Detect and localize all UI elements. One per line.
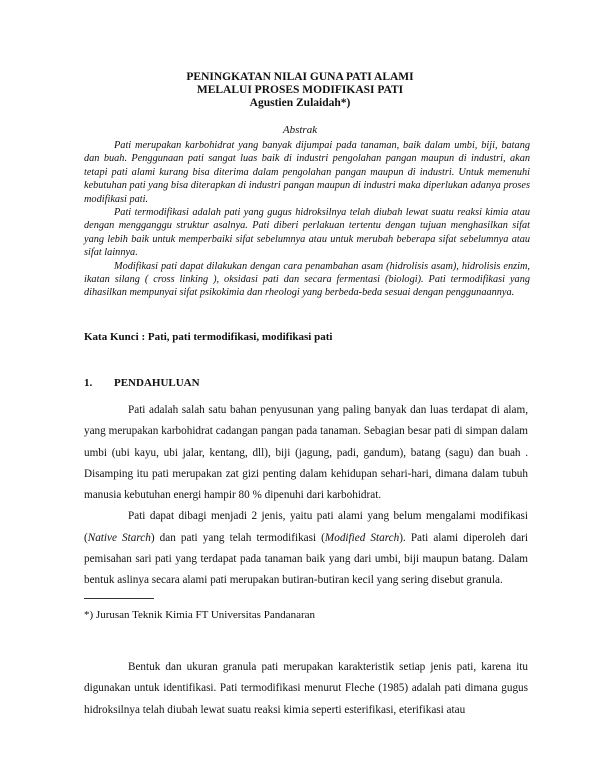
native-starch-term: Native Starch	[87, 531, 151, 544]
section-number: 1.	[84, 377, 93, 389]
author: Agustien Zulaidah*)	[249, 97, 351, 109]
p2-text-c: ). Pati alami diperoleh dari pemisahan sari pati yang terdapat pada tanaman baik yang dari umbi, biji maupun batang. Dalam bentuk aslinya secara alami pati merupakan butiran-butiran kecil yang sering disebut granula.	[84, 531, 528, 587]
section-title: PENDAHULUAN	[114, 377, 200, 389]
abstract-paragraph: Modifikasi pati dapat dilakukan dengan cara penambahan asam (hidrolisis asam), hidrolisis enzim, ikatan silang ( cross linking ), oksidasi pati dan secara fermentasi (biologi). Pati termodifikasi yang dihasilkan mempunyai sifat psikokimia dan rheologi yang berbeda-beda sesuai dengan penggunaannya.	[84, 260, 530, 299]
abstract-paragraph: Pati termodifikasi adalah pati yang gugus hidroksilnya telah diubah lewat suatu reaksi kimia atau dengan mengganggu struktur asalnya. Pati diberi perlakuan tertentu dengan tujuan menghasilkan sifat yang lebih baik untuk memperbaiki sifat sebelumnya atau untuk merubah beberapa sifat sebelumnya atau sifat lainnya.	[84, 207, 530, 259]
abstract-paragraph: Pati merupakan karbohidrat yang banyak dijumpai pada tanaman, baik dalam umbi, biji, batang dan buah. Penggunaan pati sangat luas baik di industri pengolahan pangan maupun di industri, akan tetapi pati alami kurang bisa diterima dalam pengolahan pangan maupun di industri. Untuk memenuhi kebutuhan pati yang bisa diterapkan di industri pangan maupun di industri maka diperlukan adanya proses modifikasi pati.	[84, 140, 530, 205]
footnote: *) Jurusan Teknik Kimia FT Universitas Pandanaran	[84, 609, 316, 621]
body-paragraph-1: Pati adalah salah satu bahan penyusunan yang paling banyak dan luas terdapat di alam, yang merupakan karbohidrat cadangan pangan pada tanaman. Sebagian besar pati di simpan dalam umbi (ubi kayu, ubi jalar, kentang, dll), biji (jagung, padi, gandum), batang (sagu) dan buah . Disamping itu pati merupakan zat gizi penting dalam kehidupan sehari-hari, dimana dalam tubuh manusia kebutuhan energi hampir 80 % dipenuhi dari karbohidrat.	[84, 404, 528, 502]
modified-starch-term: Modified Starch	[324, 531, 400, 544]
title-line-1: PENINGKATAN NILAI GUNA PATI ALAMI	[186, 71, 414, 83]
abstract-heading: Abstrak	[282, 124, 318, 136]
body-paragraph-2	[84, 506, 528, 591]
title-line-2: MELALUI PROSES MODIFIKASI PATI	[196, 84, 404, 96]
body-intro	[84, 400, 528, 592]
p2-text-b: ) dan pati yang telah termodifikasi (	[150, 531, 325, 544]
footnote-divider	[84, 598, 154, 599]
p2-text-a: Pati dapat dibagi menjadi 2 jenis, yaitu pati alami yang belum mengalami modifikasi (	[84, 510, 528, 544]
abstract-body	[84, 139, 530, 300]
keywords: Kata Kunci : Pati, pati termodifikasi, modifikasi pati	[84, 331, 333, 343]
body-paragraph-3: Bentuk dan ukuran granula pati merupakan karakteristik setiap jenis pati, karena itu digunakan untuk identifikasi. Pati termodifikasi menurut Fleche (1985) adalah pati dimana gugus hidroksilnya telah diubah lewat suatu reaksi kimia seperti esterifikasi, eterifikasi atau	[84, 661, 528, 716]
section-heading	[84, 377, 200, 389]
body-continued	[84, 657, 528, 721]
